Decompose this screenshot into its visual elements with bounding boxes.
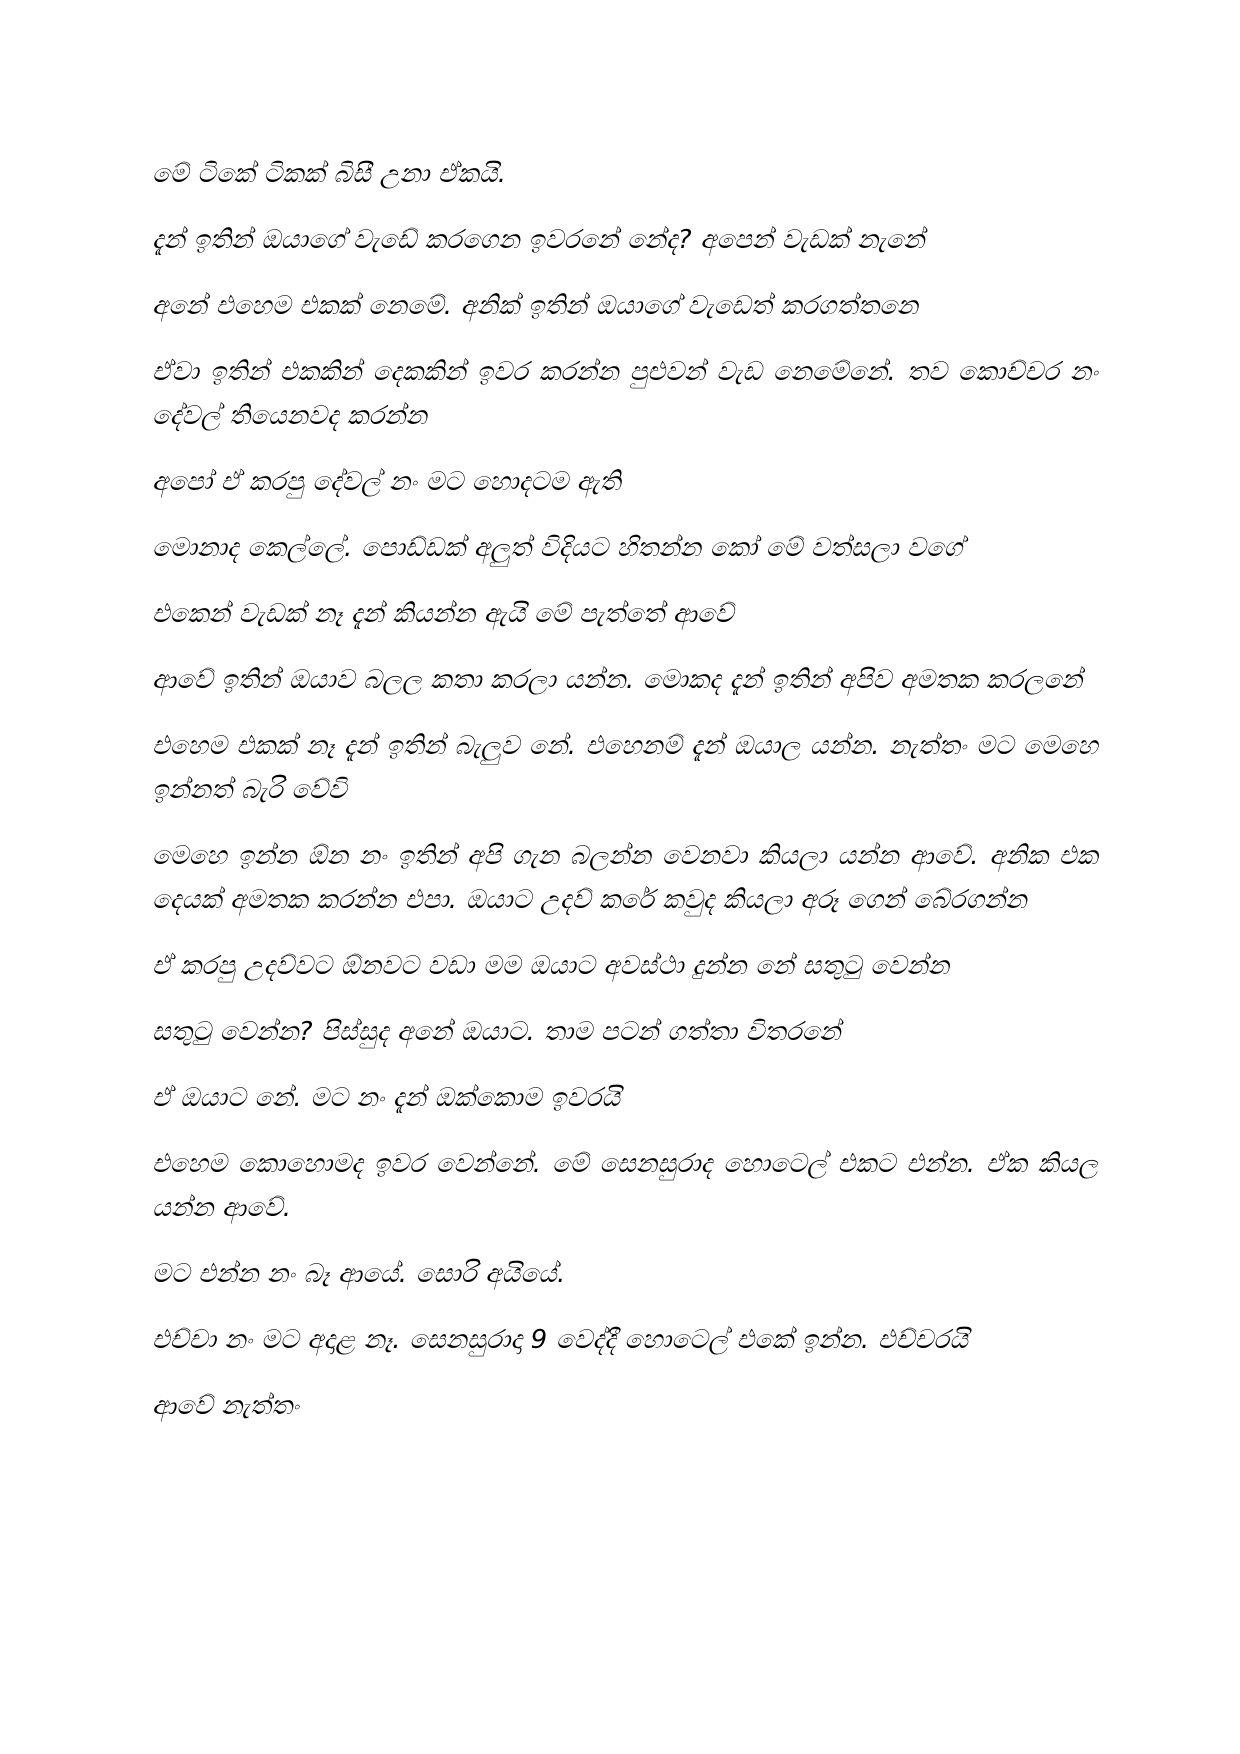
paragraph: ආවේ නැත්තං (152, 1391, 300, 1421)
paragraph: මට එන්න නං බෑ ආයේ. සොරි අයියේ. (152, 1259, 566, 1289)
paragraph: එහෙම එකක් නෑ දැන් ඉතින් බැලුව නේ. එහෙනම් දැන් ඔයාල යන්න. නැත්තං මට මෙහෙ ඉන්නත් බැරි වේවි (152, 731, 1098, 805)
paragraph: දැන් ඉතින් ඔයාගේ වැඩේ කරගෙන ඉවරනේ නේද? අපෙන් වැඩක් නැනේ (152, 225, 925, 255)
paragraph: අපෝ ඒ කරපු දේවල් නං මට හොදටම ඇති (152, 467, 621, 497)
paragraph: අනේ එහෙම එකක් නෙමේ. අනික් ඉතින් ඔයාගේ වැඩෙත් කරගත්තනෙ (152, 291, 919, 321)
paragraph: මේ ටිකේ ටිකක් බිසී උනා ඒකයි. (152, 159, 507, 189)
paragraph: මොනාද කෙල්ලේ. පොඩ්ඩක් අලුත් විදියට හිතන්න කෝ මේ වත්සලා වගේ (152, 533, 963, 563)
paragraph: ආවේ ඉතින් ඔයාව බලල කතා කරලා යන්න. මොකද දැන් ඉතින් අපිව අමතක කරලනේ (152, 665, 1083, 695)
paragraph: මෙහෙ ඉන්න ඕන නං ඉතින් අපි ගැන බලන්න වෙනවා කියලා යන්න ආවේ. අනික එක දෙයක් අමතක කරන්න එපා. ඔයාට උදව් කරේ කවුද කියලා අරූ ගෙන් බේරගන්න (152, 841, 1098, 915)
paragraph: ඒ ඔයාට නේ. මට නං දැන් ඔක්කොම ඉවරයි (152, 1083, 621, 1113)
paragraph: එච්චා නං මට අදාළ නෑ. සෙනසුරාදා 9 වෙද්දී හොටෙල් එකේ ඉන්න. එච්චරයි (152, 1325, 969, 1355)
paragraph: ඒවා ඉතින් එකකින් දෙකකින් ඉවර කරන්න පුළුවන් වැඩ නෙමේනේ. තව කොච්චර නං දේවල් තියෙනවද කරන්න (152, 357, 1098, 431)
paragraph: ඒ කරපු උදව්වට ඕනවට වඩා මම ඔයාට අවස්ථා දුන්න නේ සතුටු වෙන්න (152, 951, 950, 981)
paragraph: එකෙන් වැඩක් නෑ දැන් කියන්න ඇයි මේ පැත්තේ ආවේ (152, 599, 734, 629)
paragraph: එහෙම කොහොමද ඉවර වෙන්නේ. මේ සෙනසුරාද හොටෙල් එකට එන්න. ඒක කියල යන්න ආවේ. (152, 1149, 1098, 1223)
paragraph: සතුටු වෙන්න? පිස්සුද අනේ ඔයාට. තාම පටන් ගත්තා විතරනේ (152, 1017, 841, 1047)
